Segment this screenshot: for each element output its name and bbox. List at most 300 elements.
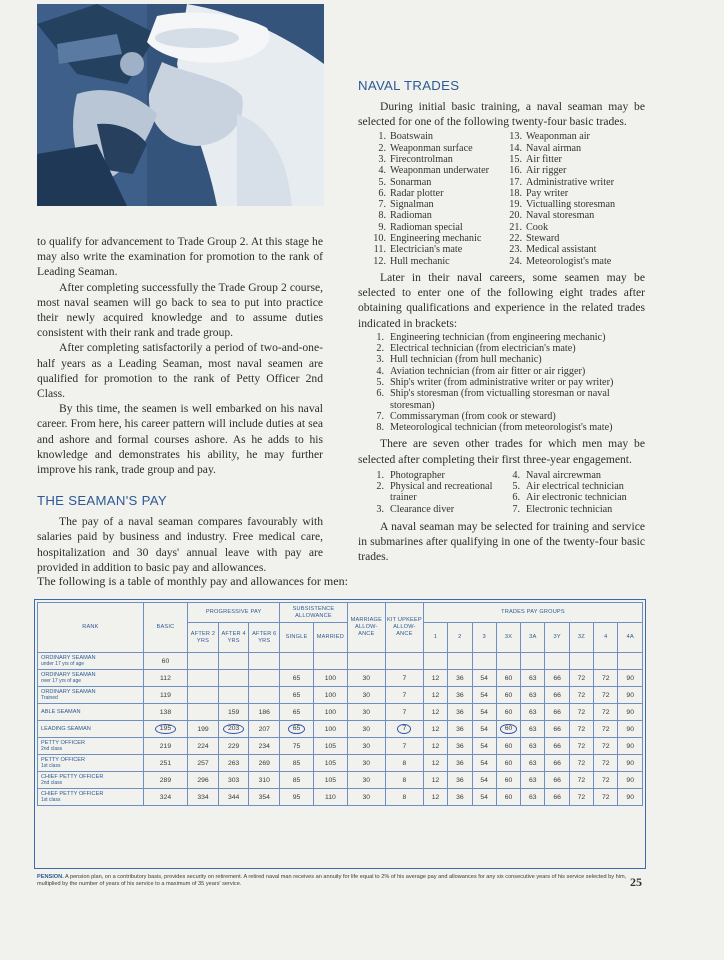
pay-value: 30: [362, 691, 371, 699]
item-text: Weaponman air: [526, 131, 590, 143]
pay-cell: [496, 670, 520, 687]
pay-value: 66: [553, 725, 561, 733]
pay-value: 72: [601, 776, 610, 784]
pay-cell: [280, 670, 314, 687]
pay-cell: [618, 772, 643, 789]
item-text: Radioman: [390, 210, 432, 222]
pay-cell: [569, 670, 593, 687]
pay-cell: [280, 789, 314, 806]
paragraph-seven-trades: There are seven other trades for which men may be selected after completing their first three-year engagement.: [358, 437, 645, 466]
table-row: [38, 687, 643, 704]
item-number: 7.: [376, 410, 384, 422]
rank-cell: [38, 738, 144, 755]
item-number: 24.: [509, 255, 522, 267]
pay-value: 60: [504, 708, 513, 716]
pay-value: 60: [504, 793, 513, 801]
pay-value: 63: [529, 776, 537, 784]
pay-value: 224: [197, 742, 209, 750]
pay-cell: [249, 789, 280, 806]
pay-cell: [143, 755, 187, 772]
pay-cell: [545, 687, 569, 704]
pay-cell: [313, 738, 347, 755]
header-rank: RANK: [38, 603, 144, 653]
pay-cell: [472, 772, 496, 789]
item-number: 5.: [378, 176, 386, 188]
pay-value: 72: [577, 793, 586, 801]
list-item: [372, 388, 645, 411]
pay-cell: [569, 738, 593, 755]
pay-cell: [448, 755, 472, 772]
list-item: [508, 165, 615, 176]
pay-cell: [385, 653, 423, 670]
pay-cell: [313, 653, 347, 670]
pay-cell: [569, 721, 593, 738]
pay-value: 100: [324, 708, 337, 716]
rank-cell: [38, 721, 144, 738]
pay-value: 54: [480, 691, 488, 699]
pay-cell: [496, 704, 520, 721]
pay-cell: [385, 687, 423, 704]
pay-cell: [347, 687, 385, 704]
item-text: Signalman: [390, 199, 434, 211]
pay-cell: [496, 755, 520, 772]
pay-cell: [385, 772, 423, 789]
item-text: Meteorological technician (from meteorologist's mate): [390, 422, 613, 434]
item-number: 8.: [378, 210, 386, 222]
pay-value: 12: [431, 725, 440, 733]
pay-value: 65: [292, 674, 301, 682]
pay-cell: [347, 772, 385, 789]
item-text: Boatswain: [390, 131, 434, 143]
list-item: [372, 504, 508, 515]
pay-cell: [249, 653, 280, 670]
pay-cell: [385, 738, 423, 755]
pay-cell: [618, 738, 643, 755]
pay-value: 12: [431, 691, 440, 699]
pay-value: 72: [601, 674, 610, 682]
pay-value: 72: [601, 742, 610, 750]
pay-value: 90: [626, 742, 634, 750]
rank-cell: [38, 687, 144, 704]
list-item: [508, 222, 615, 233]
pay-value: 159: [227, 708, 240, 716]
item-text: Engineering mechanic: [390, 233, 482, 245]
pay-value: 303: [227, 776, 240, 784]
pay-cell: [143, 704, 187, 721]
item-number: 17.: [509, 176, 522, 188]
rank-cell: [38, 772, 144, 789]
list-item: [372, 154, 508, 165]
list-item: [372, 165, 508, 176]
rank-subtitle: 1st class: [41, 763, 61, 769]
item-number: 9.: [378, 221, 386, 233]
pay-cell: [521, 721, 545, 738]
pay-value: 195: [155, 724, 176, 734]
pay-value: 75: [292, 742, 301, 750]
pay-cell: [496, 789, 520, 806]
item-text: Engineering technician (from engineering mechanic): [390, 331, 606, 343]
pay-cell: [249, 721, 280, 738]
item-number: 6.: [512, 492, 520, 504]
item-text: Clearance diver: [390, 503, 455, 515]
pay-value: 60: [504, 742, 513, 750]
pay-value: 90: [626, 674, 634, 682]
list-item: [372, 411, 645, 422]
item-number: 10.: [373, 233, 386, 245]
item-number: 3.: [378, 154, 386, 165]
pay-value: 66: [553, 793, 561, 801]
pay-value: 66: [553, 742, 561, 750]
pay-cell: [143, 738, 187, 755]
list-item: [508, 177, 615, 188]
pay-cell: [521, 704, 545, 721]
pay-cell: [347, 704, 385, 721]
pay-cell: [249, 772, 280, 789]
list-item: [372, 210, 508, 221]
footnote-text: A pension plan, on a contributory basis, provides security on retirement. A retired naval man receives an annuity for life equal to 2% of his average pay and allowances for any six consecutive years of his service selected by him, multiplied by the number of years of his service to a maximum of 35 years' service.: [37, 874, 627, 888]
pay-value: 186: [258, 708, 270, 716]
pay-cell: [249, 670, 280, 687]
pay-value: 65: [292, 708, 301, 716]
pay-cell: [618, 670, 643, 687]
item-text: Cook: [526, 221, 549, 233]
item-text: Ship's storesman (from victualling storesman or naval storesman): [390, 388, 610, 411]
pay-cell: [280, 721, 314, 738]
pay-value: 66: [553, 691, 561, 699]
pay-cell: [188, 789, 219, 806]
pay-cell: [313, 670, 347, 687]
pay-value: 90: [626, 725, 634, 733]
pay-cell: [188, 755, 219, 772]
pay-value: 66: [553, 708, 561, 716]
pay-cell: [423, 755, 447, 772]
pay-cell: [618, 653, 643, 670]
pay-cell: [188, 738, 219, 755]
item-text: Steward: [526, 233, 560, 245]
pay-value: 7: [402, 674, 407, 682]
pay-cell: [249, 738, 280, 755]
pay-cell: [569, 704, 593, 721]
list-item: [372, 188, 508, 199]
pay-cell: [385, 704, 423, 721]
item-number: 19.: [509, 199, 522, 211]
item-text: Electronic technician: [526, 503, 613, 515]
pay-cell: [448, 789, 472, 806]
item-text: Meteorologist's mate: [526, 255, 612, 267]
header-trade-group: 3A: [521, 623, 545, 653]
item-number: 3.: [376, 503, 384, 515]
item-number: 7.: [378, 199, 386, 211]
header-married: MARRIED: [313, 623, 347, 653]
pay-value: 12: [431, 759, 440, 767]
list-item: [372, 377, 645, 388]
pay-value: 63: [529, 708, 537, 716]
pay-value: 63: [529, 742, 537, 750]
pay-cell: [569, 772, 593, 789]
pay-cell: [594, 789, 618, 806]
pay-cell: [594, 653, 618, 670]
header-after-4: AFTER 4 YRS: [218, 623, 249, 653]
pay-value: 63: [529, 674, 537, 682]
pay-cell: [545, 755, 569, 772]
pay-cell: [188, 653, 219, 670]
pay-value: 54: [480, 674, 488, 682]
pay-cell: [618, 687, 643, 704]
pay-value: 90: [626, 691, 634, 699]
pay-cell: [472, 670, 496, 687]
pay-value: 12: [431, 793, 440, 801]
pay-value: 199: [197, 725, 209, 733]
item-number: 5.: [376, 376, 384, 388]
pay-cell: [347, 738, 385, 755]
list-item: [372, 222, 508, 233]
rank-subtitle: over 17 yrs of age: [41, 678, 82, 684]
pay-cell: [218, 772, 249, 789]
header-trade-group: 4: [594, 623, 618, 653]
pay-value: 90: [626, 776, 634, 784]
list-item: [372, 199, 508, 210]
pay-cell: [618, 704, 643, 721]
header-trade-group: 3Z: [569, 623, 593, 653]
pay-cell: [313, 721, 347, 738]
pay-cell: [249, 755, 280, 772]
table-row: [38, 653, 643, 670]
pay-value: 60: [500, 724, 518, 734]
other-trades-list: [372, 470, 645, 515]
pay-value: 257: [197, 759, 209, 767]
pay-cell: [594, 721, 618, 738]
item-number: 5.: [512, 481, 520, 493]
pay-cell: [472, 789, 496, 806]
pay-value: 36: [456, 708, 464, 716]
pay-value: 344: [227, 793, 240, 801]
item-text: Pay writer: [526, 187, 569, 199]
pay-cell: [313, 755, 347, 772]
pay-cell: [496, 738, 520, 755]
rank-name: PETTY OFFICER: [41, 756, 86, 763]
rank-cell: [38, 789, 144, 806]
pay-cell: [472, 653, 496, 670]
header-single: SINGLE: [280, 623, 314, 653]
pay-value: 251: [159, 759, 172, 767]
list-item: [372, 481, 508, 504]
pay-value: 207: [258, 725, 270, 733]
list-item: [508, 492, 627, 503]
pay-cell: [218, 704, 249, 721]
pay-cell: [618, 755, 643, 772]
pay-value: 112: [160, 674, 171, 682]
pay-cell: [280, 704, 314, 721]
pay-value: 66: [553, 776, 561, 784]
pay-value: 95: [292, 793, 301, 801]
pay-cell: [218, 789, 249, 806]
pay-value: 229: [227, 742, 240, 750]
pay-value: 269: [258, 759, 270, 767]
table-intro: The following is a table of monthly pay and allowances for men:: [37, 574, 348, 588]
pay-cell: [448, 687, 472, 704]
header-basic: BASIC: [143, 603, 187, 653]
pay-cell: [188, 772, 219, 789]
pay-value: 36: [456, 725, 464, 733]
pay-value: 72: [577, 759, 586, 767]
header-trades-pay: TRADES PAY GROUPS: [423, 603, 642, 623]
item-number: 3.: [376, 354, 384, 366]
list-item: [372, 177, 508, 188]
pay-cell: [423, 738, 447, 755]
pay-value: 119: [160, 691, 171, 699]
header-trade-group: 4A: [618, 623, 643, 653]
pay-value: 72: [577, 691, 586, 699]
pay-cell: [280, 653, 314, 670]
pay-cell: [143, 670, 187, 687]
table-row: [38, 670, 643, 687]
pay-cell: [347, 653, 385, 670]
pay-value: 263: [227, 759, 240, 767]
pay-value: 30: [362, 725, 371, 733]
pay-cell: [280, 687, 314, 704]
item-number: 2.: [376, 481, 384, 493]
rank-name: CHIEF PETTY OFFICER: [41, 773, 104, 780]
item-text: Aviation technician (from air fitter or air rigger): [390, 365, 586, 377]
pay-cell: [448, 772, 472, 789]
list-item: [508, 470, 627, 481]
pay-value: 36: [456, 793, 464, 801]
pay-value: 60: [504, 759, 513, 767]
item-number: 11.: [373, 244, 386, 256]
pay-cell: [423, 772, 447, 789]
pay-cell: [448, 670, 472, 687]
item-number: 8.: [376, 422, 384, 434]
pay-cell: [218, 755, 249, 772]
item-number: 15.: [509, 154, 522, 165]
pay-cell: [218, 721, 249, 738]
pay-value: 7: [397, 724, 411, 734]
pay-cell: [472, 721, 496, 738]
pay-cell: [280, 755, 314, 772]
item-number: 18.: [509, 187, 522, 199]
pay-cell: [218, 653, 249, 670]
pay-cell: [347, 789, 385, 806]
pay-value: 8: [402, 759, 407, 767]
pay-cell: [143, 789, 187, 806]
pay-value: 105: [324, 742, 337, 750]
item-number: 1.: [376, 469, 384, 481]
pay-value: 30: [362, 708, 371, 716]
pay-value: 310: [258, 776, 270, 784]
list-item: [372, 343, 645, 354]
pay-value: 66: [553, 759, 561, 767]
list-item: [372, 332, 645, 343]
paragraph-pay: The pay of a naval seaman compares favourably with salaries paid by business and industry. Free medical care, hospitalization and 30 days' annual leave with pay are provided in addition to basic pay and allowances.: [37, 515, 323, 574]
paragraph-leading-seaman: After completing satisfactorily a period of two-and-one-half years as a Leading Seaman, most naval seamen are qualified for promotion to the rank of Petty Officer 2nd Class.: [37, 341, 323, 401]
item-text: Naval storesman: [526, 210, 595, 222]
pay-cell: [594, 704, 618, 721]
right-column: [358, 78, 645, 565]
page-number: 25: [630, 875, 642, 889]
pay-value: 54: [480, 759, 488, 767]
item-number: 7.: [512, 503, 520, 515]
pay-value: 85: [292, 776, 301, 784]
pay-value: 90: [626, 708, 634, 716]
pay-cell: [594, 738, 618, 755]
list-item: [372, 366, 645, 377]
pay-value: 30: [362, 759, 371, 767]
pay-value: 12: [431, 674, 440, 682]
left-column: [37, 234, 323, 575]
rank-subtitle: 2nd class: [41, 746, 63, 752]
pay-value: 36: [456, 674, 464, 682]
paragraph-advancement: to qualify for advancement to Trade Group 2. At this stage he may also write the examination for promotion to the rank of Leading Seaman.: [37, 235, 323, 279]
pay-value: 12: [431, 776, 440, 784]
pay-cell: [545, 653, 569, 670]
pay-value: 7: [402, 708, 407, 716]
pay-value: 8: [402, 776, 407, 784]
item-text: Naval airman: [526, 142, 582, 154]
item-number: 6.: [378, 187, 386, 199]
pay-cell: [423, 670, 447, 687]
paragraph-career: By this time, the seamen is well embarked on his naval career. From here, his career pattern will include duties at sea and ashore and formal courses ashore. As he adds to his knowledge and demonstrates his ability, he may further improve his rank, trade group and pay.: [37, 402, 323, 477]
list-item: [508, 244, 615, 255]
list-item: [372, 256, 508, 267]
item-text: Weaponman underwater: [390, 165, 490, 177]
pay-cell: [545, 670, 569, 687]
pay-value: 72: [577, 725, 586, 733]
pay-cell: [496, 772, 520, 789]
item-text: Air rigger: [526, 165, 567, 177]
pay-cell: [472, 738, 496, 755]
pay-cell: [188, 704, 219, 721]
pay-cell: [496, 653, 520, 670]
header-after-6: AFTER 6 YRS: [249, 623, 280, 653]
pay-cell: [569, 687, 593, 704]
pay-cell: [521, 755, 545, 772]
pay-cell: [313, 772, 347, 789]
item-number: 4.: [376, 365, 384, 377]
pay-cell: [347, 721, 385, 738]
rank-name: ORDINARY SEAMAN: [41, 654, 96, 661]
header-marriage: MARRIAGE ALLOW- ANCE: [347, 603, 385, 653]
pay-value: 66: [553, 674, 561, 682]
item-text: Air electronic technician: [526, 492, 627, 504]
pay-cell: [385, 789, 423, 806]
pay-cell: [448, 653, 472, 670]
pay-cell: [594, 670, 618, 687]
pay-value: 100: [324, 691, 337, 699]
advanced-trades-list: [372, 332, 645, 434]
header-trade-group: 2: [448, 623, 472, 653]
paragraph-later-trades: Later in their naval careers, some seamen may be selected to enter one of the following eight trades after obtaining qualifications and experience in the related trades indicated in brackets:: [358, 270, 645, 330]
pay-cell: [618, 789, 643, 806]
header-trade-group: 3Y: [545, 623, 569, 653]
pay-cell: [521, 789, 545, 806]
pay-value: 63: [529, 759, 537, 767]
pay-cell: [521, 670, 545, 687]
pay-value: 100: [324, 725, 337, 733]
pay-cell: [545, 721, 569, 738]
list-item: [508, 143, 615, 154]
list-item: [372, 244, 508, 255]
pay-cell: [188, 721, 219, 738]
pay-value: 72: [601, 691, 610, 699]
header-trade-group: 3X: [496, 623, 520, 653]
list-item: [372, 143, 508, 154]
pay-value: 8: [402, 793, 407, 801]
pay-cell: [143, 772, 187, 789]
item-number: 4.: [378, 165, 386, 177]
pay-value: 60: [504, 691, 513, 699]
pay-value: 334: [197, 793, 209, 801]
pay-cell: [423, 721, 447, 738]
